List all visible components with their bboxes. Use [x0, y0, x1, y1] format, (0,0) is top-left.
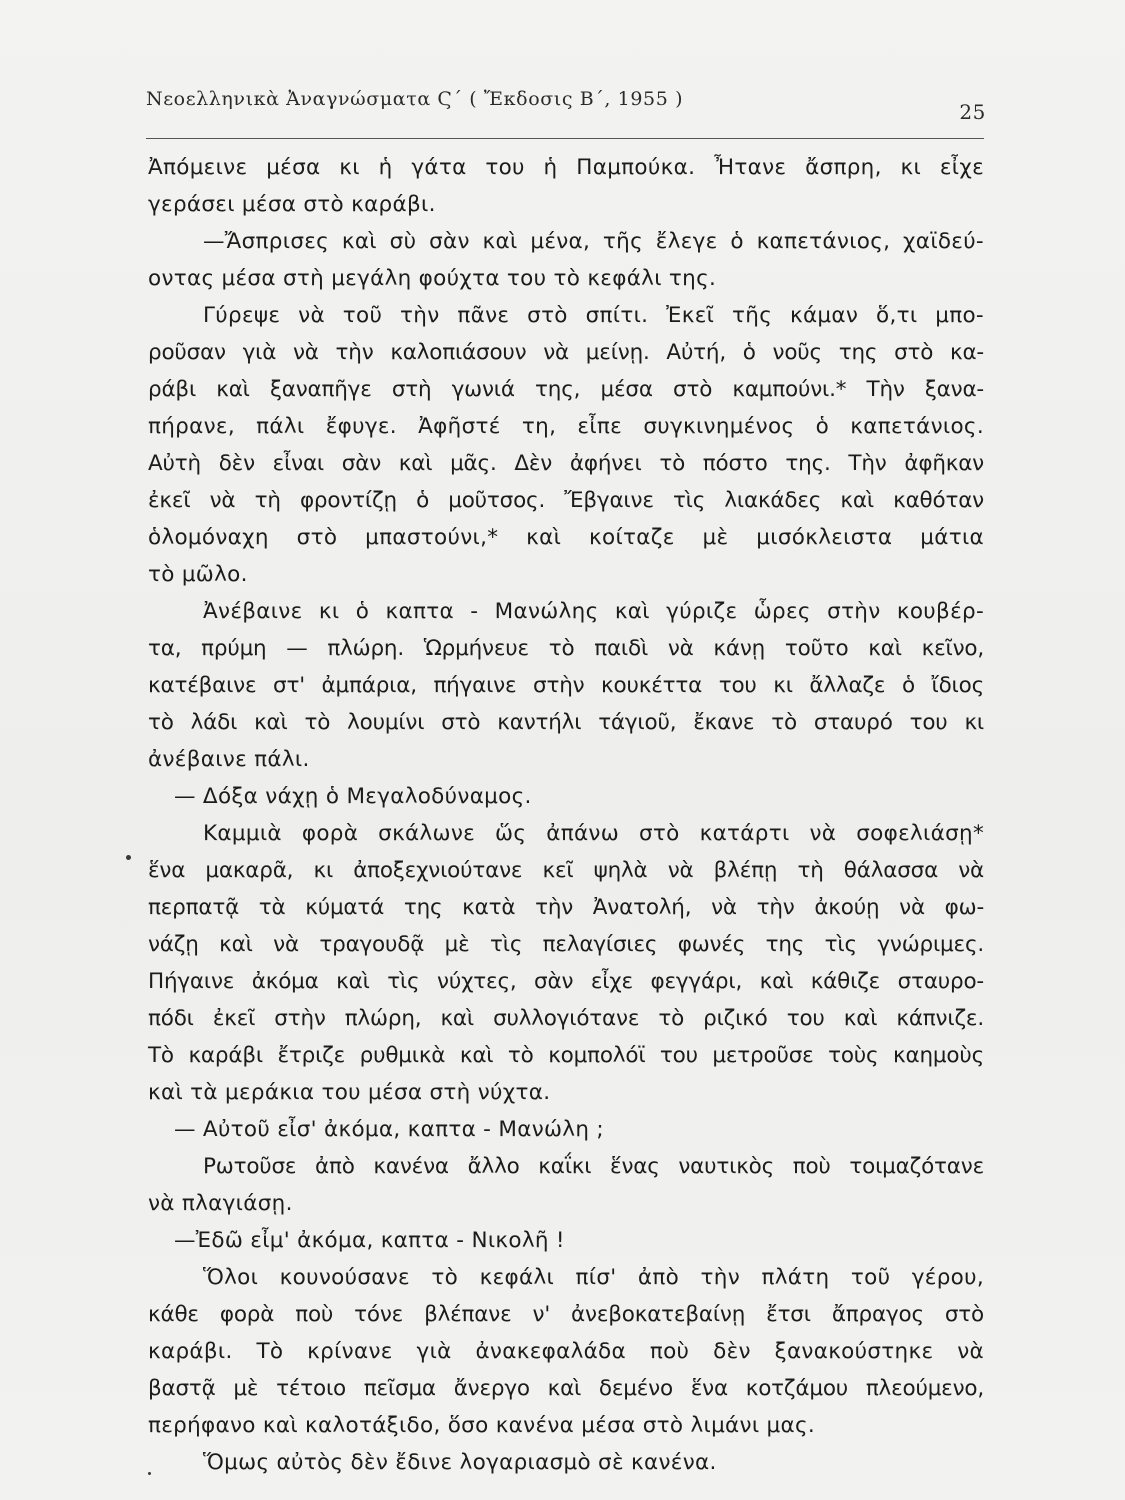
text-line: καράβι. Τὸ κρίνανε γιὰ ἀνακεφαλάδα ποὺ δὲν ξανακούστηκε νὰ: [148, 1339, 984, 1364]
text-line: Καμμιὰ φορὰ σκάλωνε ὥς ἀπάνω στὸ κατάρτι νὰ σοφελιάσῃ*: [203, 821, 984, 846]
text-line: ράβι καὶ ξαναπῆγε στὴ γωνιά της, μέσα στὸ καμπούνι.* Τὴν ξανα-: [148, 377, 984, 402]
text-line: περπατᾷ τὰ κύματά της κατὰ τὴν Ἀνατολή, νὰ τὴν ἀκούῃ νὰ φω-: [148, 895, 984, 920]
text-line: Τὸ καράβι ἔτριζε ρυθμικὰ καὶ τὸ κομπολόϊ του μετροῦσε τοὺς καημοὺς: [148, 1043, 984, 1068]
text-line: βαστᾷ μὲ τέτοιο πεῖσμα ἄνεργο καὶ δεμένο ἕνα κοτζάμου πλεούμενο,: [148, 1376, 984, 1401]
text-line: Ὅλοι κουνούσανε τὸ κεφάλι πίσ' ἀπὸ τὴν πλάτη τοῦ γέρου,: [203, 1265, 984, 1290]
header-rule: [146, 138, 984, 139]
text-line: Ὅμως αὐτὸς δὲν ἔδινε λογαριασμὸ σὲ κανένα.: [203, 1450, 717, 1475]
text-line: τα, πρύμη — πλώρη. Ὡρμήνευε τὸ παιδὶ νὰ κάνῃ τοῦτο καὶ κεῖνο,: [148, 636, 984, 661]
text-line: ροῦσαν γιὰ νὰ τὴν καλοπιάσουν νὰ μείνῃ. Αὐτή, ὁ νοῦς της στὸ κα-: [148, 340, 984, 365]
running-header: [146, 88, 986, 124]
text-line: καὶ τὰ μεράκια του μέσα στὴ νύχτα.: [148, 1080, 551, 1105]
text-line: κάθε φορὰ ποὺ τόνε βλέπανε ν' ἀνεβοκατεβαίνῃ ἔτσι ἄπραγος στὸ: [148, 1302, 984, 1327]
text-line: Ἀπόμεινε μέσα κι ἡ γάτα του ἡ Παμπούκα. Ἦτανε ἄσπρη, κι εἶχε: [148, 155, 984, 180]
print-speck: [148, 1472, 151, 1475]
text-line: πόδι ἐκεῖ στὴν πλώρη, καὶ συλλογιότανε τὸ ριζικό του καὶ κάπνιζε.: [148, 1006, 984, 1031]
text-line: γεράσει μέσα στὸ καράβι.: [148, 192, 436, 217]
page-number: 25: [959, 100, 986, 124]
text-line: —Ἐδῶ εἶμ' ἀκόμα, καπτα - Νικολῆ !: [174, 1228, 565, 1253]
text-line: —Ἄσπρισες καὶ σὺ σὰν καὶ μένα, τῆς ἔλεγε ὁ καπετάνιος, χαϊδεύ-: [203, 229, 984, 254]
text-line: — Δόξα νάχῃ ὁ Μεγαλοδύναμος.: [174, 784, 532, 809]
header-title: Νεοελληνικὰ Ἀναγνώσματα Ϛ΄ ( Ἔκδοσις Β΄, 1955 ): [146, 88, 684, 110]
text-line: Πήγαινε ἀκόμα καὶ τὶς νύχτες, σὰν εἶχε φεγγάρι, καὶ κάθιζε σταυρο-: [148, 969, 984, 994]
text-line: Ρωτοῦσε ἀπὸ κανένα ἄλλο καΐκι ἕνας ναυτικὸς ποὺ τοιμαζότανε: [203, 1154, 984, 1179]
text-line: Αὐτὴ δὲν εἶναι σὰν καὶ μᾶς. Δὲν ἀφήνει τὸ πόστο της. Τὴν ἀφῆκαν: [148, 451, 984, 476]
text-line: ὁλομόναχη στὸ μπαστούνι,* καὶ κοίταζε μὲ μισόκλειστα μάτια: [148, 525, 984, 550]
text-line: οντας μέσα στὴ μεγάλη φούχτα του τὸ κεφάλι της.: [148, 266, 717, 291]
text-line: ἐκεῖ νὰ τὴ φροντίζῃ ὁ μοῦτσος. Ἔβγαινε τὶς λιακάδες καὶ καθόταν: [148, 488, 984, 513]
text-line: ἕνα μακαρᾶ, κι ἀποξεχνιούτανε κεῖ ψηλὰ νὰ βλέπῃ τὴ θάλασσα νὰ: [148, 858, 984, 883]
text-line: Ἀνέβαινε κι ὁ καπτα - Μανώλης καὶ γύριζε ὧρες στὴν κουβέρ-: [203, 599, 984, 624]
text-line: νὰ πλαγιάσῃ.: [148, 1191, 293, 1216]
text-line: περήφανο καὶ καλοτάξιδο, ὅσο κανένα μέσα στὸ λιμάνι μας.: [148, 1413, 816, 1438]
print-speck: [126, 855, 131, 860]
text-line: ἀνέβαινε πάλι.: [148, 747, 310, 772]
text-line: πήρανε, πάλι ἔφυγε. Ἀφῆστέ τη, εἶπε συγκινημένος ὁ καπετάνιος.: [148, 414, 984, 439]
text-line: Γύρεψε νὰ τοῦ τὴν πᾶνε στὸ σπίτι. Ἐκεῖ τῆς κάμαν ὅ,τι μπο-: [203, 303, 984, 328]
text-line: τὸ μῶλο.: [148, 562, 248, 587]
text-line: τὸ λάδι καὶ τὸ λουμίνι στὸ καντήλι τάγιοῦ, ἔκανε τὸ σταυρό του κι: [148, 710, 984, 735]
text-line: — Αὐτοῦ εἶσ' ἀκόμα, καπτα - Μανώλη ;: [174, 1117, 604, 1142]
text-line: νάζῃ καὶ νὰ τραγουδᾷ μὲ τὶς πελαγίσιες φωνές της τὶς γνώριμες.: [148, 932, 984, 957]
text-line: κατέβαινε στ' ἀμπάρια, πήγαινε στὴν κουκέττα του κι ἄλλαζε ὁ ἴδιος: [148, 673, 984, 698]
